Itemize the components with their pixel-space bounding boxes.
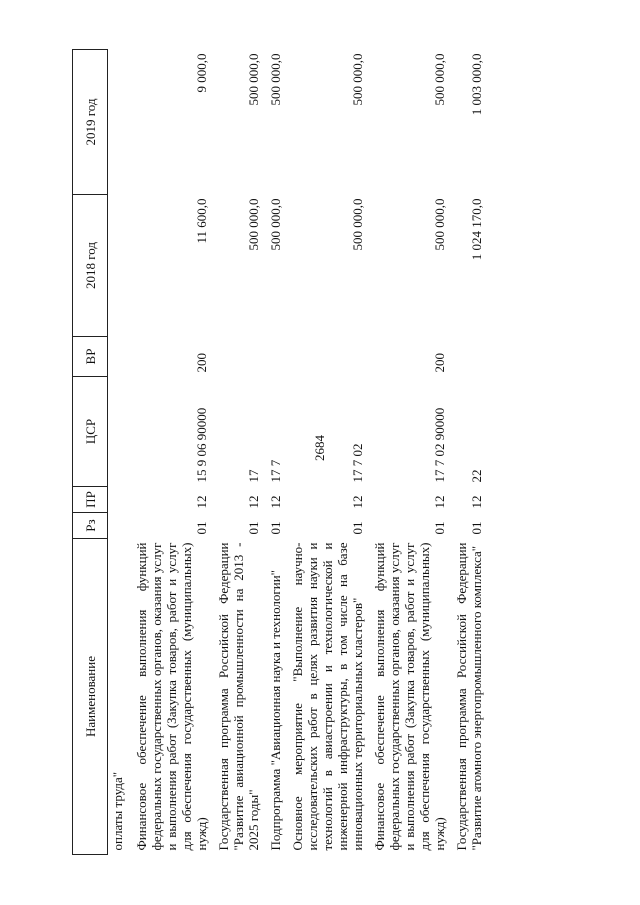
- row-vr: [287, 337, 369, 377]
- row-2019: [108, 50, 132, 195]
- row-2018: 500 000,0: [432, 198, 447, 251]
- row-csr: 15 9 06 90000: [194, 407, 209, 483]
- row-2018: 500 000,0: [268, 198, 283, 251]
- budget-table-page: [72, 50, 597, 855]
- row-pr: [108, 487, 132, 513]
- row-vr: [213, 337, 265, 377]
- row-csr: 17: [246, 469, 261, 483]
- row-name: Финансовое обеспечение выполнения функций федеральных государственных органов, оказания услуг и выполнения работ (Закупка товаров, работ и услуг для обеспечения государственных (муниципальных) нужд): [372, 542, 447, 851]
- table-row: [451, 50, 488, 855]
- row-pr: 12: [432, 495, 447, 509]
- table-header-row: [73, 50, 108, 855]
- row-pr: 12: [469, 495, 484, 509]
- table-row: [131, 50, 213, 855]
- column-header-vr: ВР: [73, 337, 108, 377]
- table-row: [287, 50, 369, 855]
- row-name: Государственная программа Российской Федерации "Развитие авиационной промышленности на 2013 - 2025 годы": [216, 542, 261, 851]
- row-pr: 12: [246, 495, 261, 509]
- table-row: [265, 50, 287, 855]
- budget-table: [72, 49, 488, 855]
- row-2019: 500 000,0: [246, 53, 261, 106]
- row-pr: 12: [194, 495, 209, 509]
- row-2018: 1 024 170,0: [469, 198, 484, 261]
- page-number: 2684: [312, 435, 327, 461]
- row-2018: 500 000,0: [246, 198, 261, 251]
- row-2019: 1 003 000,0: [469, 53, 484, 116]
- row-vr: [108, 337, 132, 377]
- table-row: [108, 50, 132, 855]
- row-2019: 500 000,0: [432, 53, 447, 106]
- table-row: [213, 50, 265, 855]
- table-row: [369, 50, 451, 855]
- row-vr: [265, 337, 287, 377]
- row-rz: [108, 513, 132, 539]
- row-rz: 01: [268, 521, 283, 535]
- row-2019: 500 000,0: [350, 53, 365, 106]
- row-2018: 11 600,0: [194, 198, 209, 244]
- row-name: Подпрограмма "Авиационная наука и технологии": [268, 570, 283, 851]
- row-2018: 500 000,0: [350, 198, 365, 251]
- column-header-2019: 2019 год: [73, 50, 108, 195]
- row-rz: 01: [350, 521, 365, 535]
- row-csr: 17 7 02: [350, 443, 365, 483]
- row-pr: 12: [268, 495, 283, 509]
- row-rz: 01: [194, 521, 209, 535]
- row-vr: 200: [194, 353, 209, 373]
- row-name: Основное мероприятие "Выполнение научно-исследовательских работ в целях развития науки и технологий в авиастроении и технологической и инженерной инфраструктуры, в том числе на базе инновационных территориальных кластеров": [290, 542, 365, 851]
- row-csr: 17 7 02 90000: [432, 407, 447, 483]
- column-header-csr: ЦСР: [73, 377, 108, 487]
- row-2018: [108, 195, 132, 337]
- row-2019: 9 000,0: [194, 53, 209, 93]
- row-vr: 200: [432, 353, 447, 373]
- row-csr: 17 7: [268, 459, 283, 483]
- column-header-2018: 2018 год: [73, 195, 108, 337]
- row-csr: 22: [469, 469, 484, 483]
- row-rz: 01: [246, 521, 261, 535]
- row-name: оплаты труда": [110, 771, 125, 851]
- row-rz: 01: [432, 521, 447, 535]
- row-name: Государственная программа Российской Федерации "Развитие атомного энергопромышленного комплекса": [454, 542, 484, 851]
- row-pr: 12: [350, 495, 365, 509]
- row-rz: 01: [469, 521, 484, 535]
- row-csr: [108, 377, 132, 487]
- row-vr: [451, 337, 488, 377]
- row-name: Финансовое обеспечение выполнения функций федеральных государственных органов, оказания услуг и выполнения работ (Закупка товаров, работ и услуг для обеспечения государственных (муниципальных) нужд): [134, 542, 209, 851]
- column-header-name: Наименование: [73, 539, 108, 855]
- row-2019: 500 000,0: [268, 53, 283, 106]
- column-header-pr: ПР: [73, 487, 108, 513]
- column-header-rz: Рз: [73, 513, 108, 539]
